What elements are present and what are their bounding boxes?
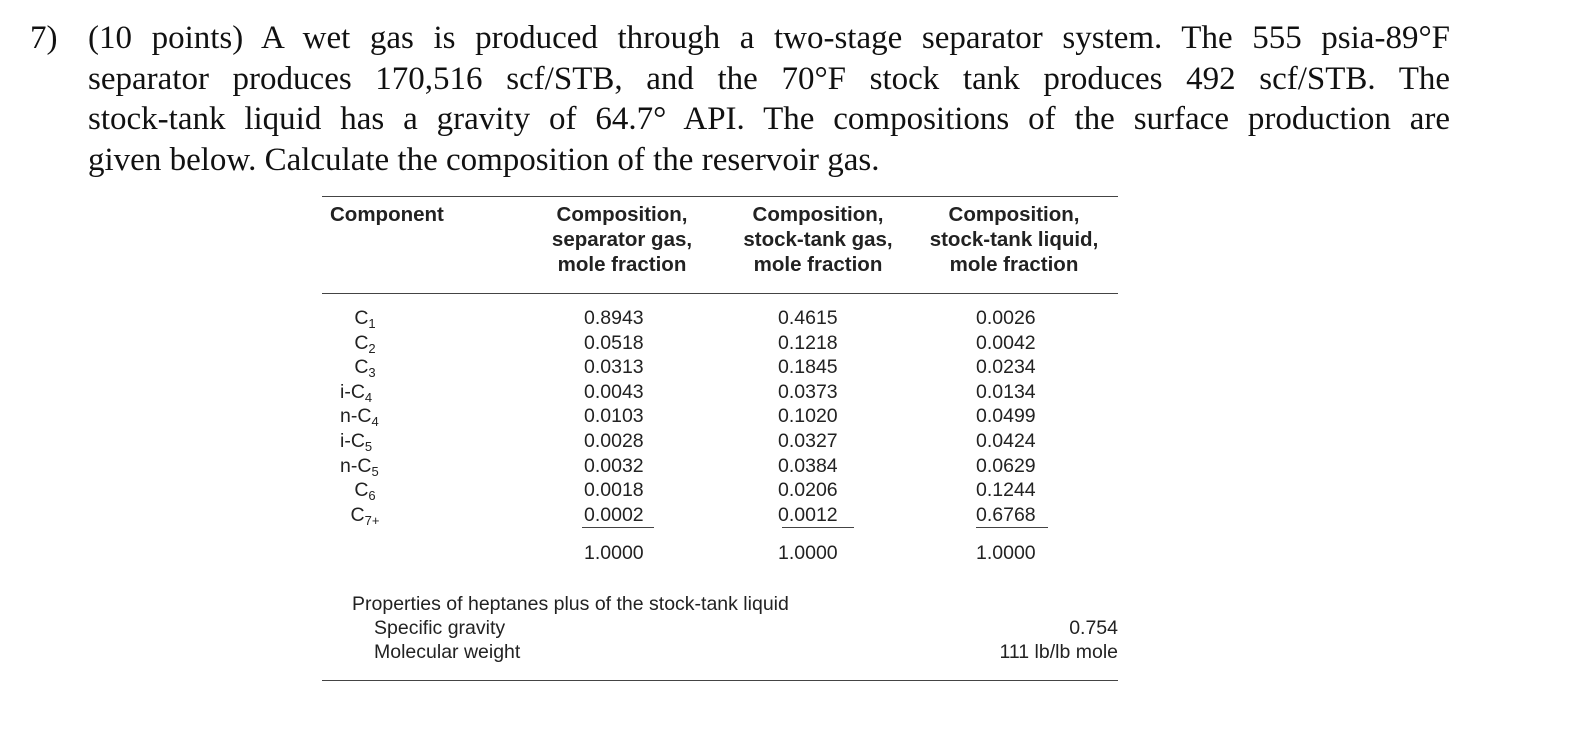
total-stock-tank-gas: 1.0000 (778, 542, 838, 564)
header-line: Component (330, 203, 444, 226)
value-cell-stg: 0.1845 (778, 356, 838, 379)
problem-line: given below. Calculate the composition of the reservoir gas. (88, 141, 880, 178)
header-line: Composition, (752, 203, 884, 226)
total-separator-gas: 1.0000 (584, 542, 644, 564)
sum-rule (582, 527, 654, 528)
problem-line: stock-tank liquid has a gravity of 64.7° API. The compositions of the surface production are (88, 101, 1450, 137)
value-cell-sep: 0.0103 (584, 405, 644, 428)
value-cell-sep: 0.8943 (584, 307, 644, 329)
header-line: stock-tank gas, (743, 228, 893, 251)
component-label: $n-C_5$ (340, 454, 379, 479)
value-cell-stl: 0.0424 (976, 429, 1036, 452)
value-cell-sep: 0.0518 (584, 331, 644, 354)
header-line: Composition, (556, 203, 688, 226)
value-cell-stl: 0.0499 (976, 405, 1036, 428)
sum-rule (976, 527, 1048, 528)
value-cell-stl: 0.0042 (976, 331, 1036, 354)
specific-gravity-value: 0.754 (1069, 617, 1118, 639)
value-cell-stg: 0.0012 (778, 503, 838, 526)
sum-rule (782, 527, 854, 528)
total-stock-tank-liquid: 1.0000 (976, 542, 1036, 564)
component-label: $C_{7+}$ (350, 503, 380, 528)
header-stock-tank-gas (726, 202, 910, 277)
value-cell-stg: 0.0327 (778, 429, 838, 452)
value-cell-stg: 0.0373 (778, 380, 838, 403)
value-cell-sep: 0.0018 (584, 479, 644, 502)
problem-number: 7) (30, 20, 58, 56)
molecular-weight-label: Molecular weight (374, 641, 521, 663)
value-cell-sep: 0.0028 (584, 429, 644, 452)
stock-tank-gas-column (778, 306, 838, 527)
header-line: stock-tank liquid, (929, 228, 1099, 251)
component-label: $C_3$ (354, 356, 376, 381)
component-column (322, 306, 390, 527)
header-line: mole fraction (557, 253, 687, 276)
molecular-weight-value: 111 lb/lb mole (999, 641, 1118, 663)
value-cell-stg: 0.1218 (778, 331, 838, 354)
value-cell-stl: 0.0629 (976, 454, 1036, 477)
separator-gas-column (584, 306, 644, 527)
value-cell-stl: 0.0234 (976, 356, 1036, 379)
heptanes-property-values (999, 616, 1118, 664)
header-separator-gas (530, 202, 714, 277)
specific-gravity-label: Specific gravity (374, 617, 506, 639)
value-cell-stl: 0.0134 (976, 380, 1036, 403)
table-bottom-rule (322, 680, 1118, 681)
value-cell-stg: 0.4615 (778, 307, 838, 329)
stock-tank-liquid-column (976, 306, 1036, 527)
heptanes-properties (352, 592, 789, 664)
value-cell-stg: 0.0384 (778, 454, 838, 477)
table-top-rule (322, 196, 1118, 197)
problem-line: (10 points) A wet gas is produced through a two-stage separator system. The 555 psia-89°F (88, 20, 1450, 56)
component-label: $n-C_4$ (340, 405, 379, 430)
header-stock-tank-liquid (916, 202, 1112, 277)
header-line: Composition, (948, 203, 1080, 226)
value-cell-sep: 0.0002 (584, 503, 644, 526)
value-cell-stg: 0.0206 (778, 479, 838, 502)
table-header-rule (322, 293, 1118, 294)
header-component (330, 202, 444, 227)
component-label: $C_1$ (354, 307, 376, 331)
value-cell-sep: 0.0032 (584, 454, 644, 477)
value-cell-sep: 0.0043 (584, 380, 644, 403)
value-cell-stl: 0.6768 (976, 503, 1036, 526)
header-line: separator gas, (551, 228, 693, 251)
component-label: $C_6$ (354, 479, 376, 504)
component-label: $C_2$ (354, 331, 376, 356)
problem-line: separator produces 170,516 scf/STB, and the 70°F stock tank produces 492 scf/STB. The (88, 60, 1450, 97)
problem-statement (30, 18, 1450, 180)
value-cell-stl: 0.1244 (976, 479, 1036, 502)
header-line: mole fraction (753, 253, 883, 276)
header-line: mole fraction (949, 253, 1079, 276)
component-label: $i-C_4$ (340, 380, 373, 405)
value-cell-sep: 0.0313 (584, 356, 644, 379)
properties-title: Properties of heptanes plus of the stock-tank liquid (352, 593, 789, 615)
value-cell-stl: 0.0026 (976, 307, 1036, 329)
problem-text (88, 18, 1450, 180)
component-label: $i-C_5$ (340, 429, 373, 454)
value-cell-stg: 0.1020 (778, 405, 838, 428)
